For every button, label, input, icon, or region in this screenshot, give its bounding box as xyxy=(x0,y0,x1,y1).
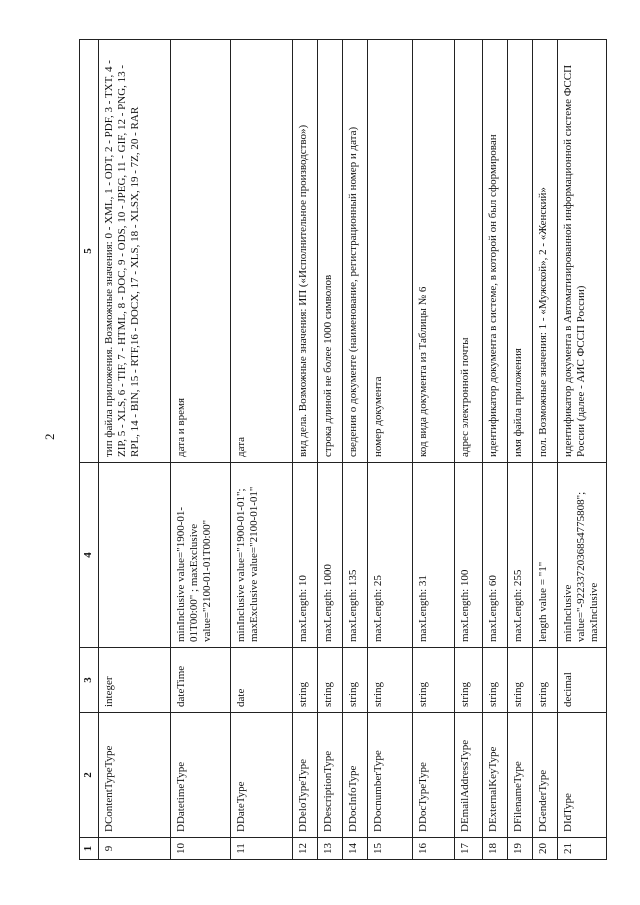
table-row xyxy=(293,40,318,860)
type-name: DContentTypeType xyxy=(99,713,171,838)
header-col-3: 3 xyxy=(80,648,99,713)
restriction: maxLength: 135 xyxy=(343,463,368,648)
type-name: DDocInfoType xyxy=(343,713,368,838)
base-type: string xyxy=(368,648,413,713)
restriction: maxLength: 25 xyxy=(368,463,413,648)
type-name: DExternalKeyType xyxy=(483,713,508,838)
row-number: 20 xyxy=(533,838,558,860)
table-row xyxy=(413,40,455,860)
header-col-5: 5 xyxy=(80,40,99,463)
description: вид дела. Возможные значения: ИП («Исполнительное производство») xyxy=(293,40,318,463)
restriction: maxLength: 255 xyxy=(508,463,533,648)
restriction: maxLength: 1000 xyxy=(318,463,343,648)
type-name: DGenderType xyxy=(533,713,558,838)
restriction: maxLength: 10 xyxy=(293,463,318,648)
table-row xyxy=(558,40,607,860)
restriction: length value = "1" xyxy=(533,463,558,648)
base-type: string xyxy=(533,648,558,713)
base-type: string xyxy=(483,648,508,713)
type-name: DIdType xyxy=(558,713,607,838)
table-row xyxy=(368,40,413,860)
description: код вида документа из Таблицы № 6 xyxy=(413,40,455,463)
base-type: date xyxy=(231,648,293,713)
description: адрес электронной почты xyxy=(455,40,483,463)
row-number: 10 xyxy=(171,838,231,860)
description: имя файла приложения xyxy=(508,40,533,463)
types-table xyxy=(79,39,607,860)
restriction: maxLength: 100 xyxy=(455,463,483,648)
description: строка длиной не более 1000 символов xyxy=(318,40,343,463)
type-name: DDatetimeType xyxy=(171,713,231,838)
table-row xyxy=(171,40,231,860)
type-name: DDateType xyxy=(231,713,293,838)
table-row xyxy=(343,40,368,860)
row-number: 18 xyxy=(483,838,508,860)
table-row xyxy=(533,40,558,860)
type-name: DDocTypeType xyxy=(413,713,455,838)
base-type: dateTime xyxy=(171,648,231,713)
header-col-1: 1 xyxy=(80,838,99,860)
description: идентификатор документа в системе, в которой он был сформирован xyxy=(483,40,508,463)
type-name: DFilenameType xyxy=(508,713,533,838)
table-header-row xyxy=(80,40,99,860)
row-number: 15 xyxy=(368,838,413,860)
description: идентификатор документа в Автоматизированной информационной системе ФССП России (далее - АИС ФССП России) xyxy=(558,40,607,463)
restriction: minInclusive value="-9223372036854775808"; maxInclusive xyxy=(558,463,607,648)
type-name: DDescriptionType xyxy=(318,713,343,838)
base-type: string xyxy=(293,648,318,713)
table-row xyxy=(483,40,508,860)
row-number: 17 xyxy=(455,838,483,860)
type-name: DEmailAddressType xyxy=(455,713,483,838)
table-row xyxy=(455,40,483,860)
table-row xyxy=(318,40,343,860)
description: дата и время xyxy=(171,40,231,463)
row-number: 19 xyxy=(508,838,533,860)
restriction: minInclusive value="1900-01-01T00:00" ; maxExclusive value="2100-01-01T00:00" xyxy=(171,463,231,648)
type-name: DDocnumberType xyxy=(368,713,413,838)
row-number: 12 xyxy=(293,838,318,860)
description: тип файла приложения. Возможные значения: 0 - XML, 1 - ODT, 2 - PDF, 3 - TXT, 4 - ZIP, 5 - XLS, 6 - TIF, 7 - HTML, 8 - DOC, 9 - ODS, 10 - JPEG, 11 - GIF, 12 - PNG, 13 - RPL, 14 - BIN, 15 - RTF,16 - DOCX, 17 - XLS, 18 - XLSX, 19 - 7Z, 20 - RAR xyxy=(99,40,171,463)
row-number: 21 xyxy=(558,838,607,860)
table-row xyxy=(508,40,533,860)
base-type: string xyxy=(343,648,368,713)
base-type: string xyxy=(508,648,533,713)
restriction: minInclusive value="1900-01-01"; maxExclusive value="2100-01-01" xyxy=(231,463,293,648)
base-type: string xyxy=(318,648,343,713)
header-col-2: 2 xyxy=(80,713,99,838)
row-number: 13 xyxy=(318,838,343,860)
description: пол. Возможные значения: 1 - «Мужской», 2 - «Женский» xyxy=(533,40,558,463)
row-number: 16 xyxy=(413,838,455,860)
description: номер документа xyxy=(368,40,413,463)
base-type: string xyxy=(455,648,483,713)
page-number: 2 xyxy=(42,433,57,440)
document-table-rotated xyxy=(79,40,601,860)
type-name: DDeloTypeType xyxy=(293,713,318,838)
base-type: integer xyxy=(99,648,171,713)
description: дата xyxy=(231,40,293,463)
table-row xyxy=(231,40,293,860)
header-col-4: 4 xyxy=(80,463,99,648)
row-number: 11 xyxy=(231,838,293,860)
description: сведения о документе (наименование, регистрационный номер и дата) xyxy=(343,40,368,463)
base-type: decimal xyxy=(558,648,607,713)
restriction: maxLength: 60 xyxy=(483,463,508,648)
restriction: maxLength: 31 xyxy=(413,463,455,648)
table-row xyxy=(99,40,171,860)
base-type: string xyxy=(413,648,455,713)
restriction xyxy=(99,463,171,648)
row-number: 9 xyxy=(99,838,171,860)
row-number: 14 xyxy=(343,838,368,860)
